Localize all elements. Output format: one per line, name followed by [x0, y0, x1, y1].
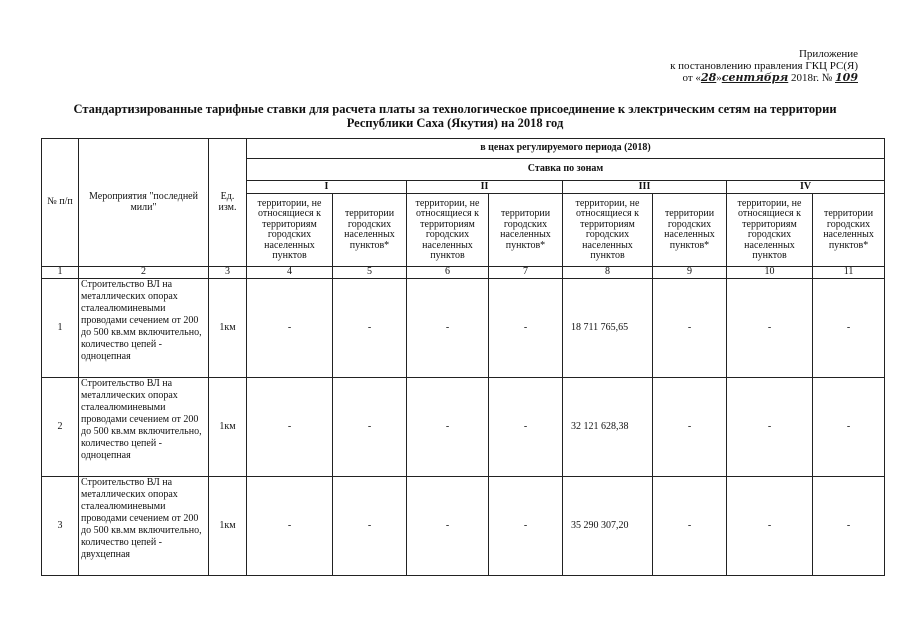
- row-unit: 1км: [209, 378, 247, 477]
- date-prefix: от «: [682, 72, 701, 84]
- rate-cell: -: [489, 477, 563, 576]
- rate-cell: -: [727, 477, 813, 576]
- column-number: 5: [333, 267, 407, 279]
- date-year: 2018г. №: [788, 72, 836, 84]
- tariff-table: [41, 138, 885, 576]
- rate-cell-zone3-non-urban: 18 711 765,65: [563, 279, 653, 378]
- document-title: Стандартизированные тарифные ставки для расчета платы за технологическое присоединение к электрическим сетям на территории Республики Саха (Якутия) на 2018 год: [73, 102, 837, 130]
- column-number: 6: [407, 267, 489, 279]
- subheader-non-urban: территории, не относящиеся к территориям городских населенных пунктов: [407, 194, 489, 267]
- row-number: 3: [42, 477, 79, 576]
- date-mid: »: [716, 72, 722, 84]
- rate-cell: -: [333, 378, 407, 477]
- rate-cell: -: [813, 279, 885, 378]
- rate-cell: -: [333, 279, 407, 378]
- rate-cell: -: [247, 279, 333, 378]
- column-number: 11: [813, 267, 885, 279]
- rate-cell: -: [407, 378, 489, 477]
- column-number: 10: [727, 267, 813, 279]
- rate-cell: -: [813, 378, 885, 477]
- rate-cell: -: [489, 279, 563, 378]
- row-number: 2: [42, 378, 79, 477]
- subheader-urban: территории городских населенных пунктов*: [333, 194, 407, 267]
- handwritten-number: 109: [835, 71, 858, 84]
- header-period: в ценах регулируемого периода (2018): [247, 139, 885, 159]
- rate-cell: -: [247, 477, 333, 576]
- rate-cell-zone3-non-urban: 32 121 628,38: [563, 378, 653, 477]
- table-row: [42, 279, 885, 378]
- zone-header-1: I: [247, 181, 407, 194]
- subheader-non-urban: территории, не относящиеся к территориям городских населенных пунктов: [563, 194, 653, 267]
- rate-cell: -: [489, 378, 563, 477]
- column-number: 1: [42, 267, 79, 279]
- subheader-urban: территории городских населенных пунктов*: [489, 194, 563, 267]
- zone-header-4: IV: [727, 181, 885, 194]
- appendix-date-line: [670, 72, 858, 84]
- column-number: 7: [489, 267, 563, 279]
- row-description: Строительство ВЛ на металлических опорах сталеалюминевыми проводами сечением от 200 до 500 кв.мм включительно, количество цепей - одноцепная: [79, 378, 209, 477]
- subheader-non-urban: территории, не относящиеся к территориям городских населенных пунктов: [247, 194, 333, 267]
- header-rate-by-zone: Ставка по зонам: [247, 159, 885, 181]
- column-number: 3: [209, 267, 247, 279]
- rate-cell: -: [813, 477, 885, 576]
- appendix-header: [670, 48, 858, 84]
- header-num: № п/п: [42, 139, 79, 267]
- rate-cell: -: [407, 279, 489, 378]
- rate-cell: -: [653, 279, 727, 378]
- subheader-urban: территории городских населенных пунктов*: [653, 194, 727, 267]
- appendix-title: Приложение: [798, 48, 858, 60]
- column-number: 2: [79, 267, 209, 279]
- rate-cell: -: [407, 477, 489, 576]
- rate-cell: -: [653, 378, 727, 477]
- appendix-resolution: к постановлению правления ГКЦ РС(Я): [670, 60, 858, 72]
- column-number: 4: [247, 267, 333, 279]
- row-unit: 1км: [209, 279, 247, 378]
- rate-cell: -: [653, 477, 727, 576]
- zone-header-3: III: [563, 181, 727, 194]
- rate-cell: -: [333, 477, 407, 576]
- table-row: [42, 477, 885, 576]
- row-description: Строительство ВЛ на металлических опорах сталеалюминевыми проводами сечением от 200 до 500 кв.мм включительно, количество цепей - двухцепная: [79, 477, 209, 576]
- handwritten-month: сентября: [721, 71, 789, 84]
- header-unit: Ед. изм.: [209, 139, 247, 267]
- zone-header-2: II: [407, 181, 563, 194]
- rate-cell: -: [727, 279, 813, 378]
- row-description: Строительство ВЛ на металлических опорах сталеалюминевыми проводами сечением от 200 до 500 кв.мм включительно, количество цепей - одноцепная: [79, 279, 209, 378]
- column-number: 8: [563, 267, 653, 279]
- rate-cell-zone3-non-urban: 35 290 307,20: [563, 477, 653, 576]
- rate-cell: -: [727, 378, 813, 477]
- row-unit: 1км: [209, 477, 247, 576]
- header-measure: Мероприятия "последней мили": [79, 139, 209, 267]
- rate-cell: -: [247, 378, 333, 477]
- column-number: 9: [653, 267, 727, 279]
- column-number-row: [42, 267, 885, 279]
- subheader-urban: территории городских населенных пунктов*: [813, 194, 885, 267]
- subheader-non-urban: территории, не относящиеся к территориям городских населенных пунктов: [727, 194, 813, 267]
- table-row: [42, 378, 885, 477]
- handwritten-day: 28: [700, 71, 717, 84]
- row-number: 1: [42, 279, 79, 378]
